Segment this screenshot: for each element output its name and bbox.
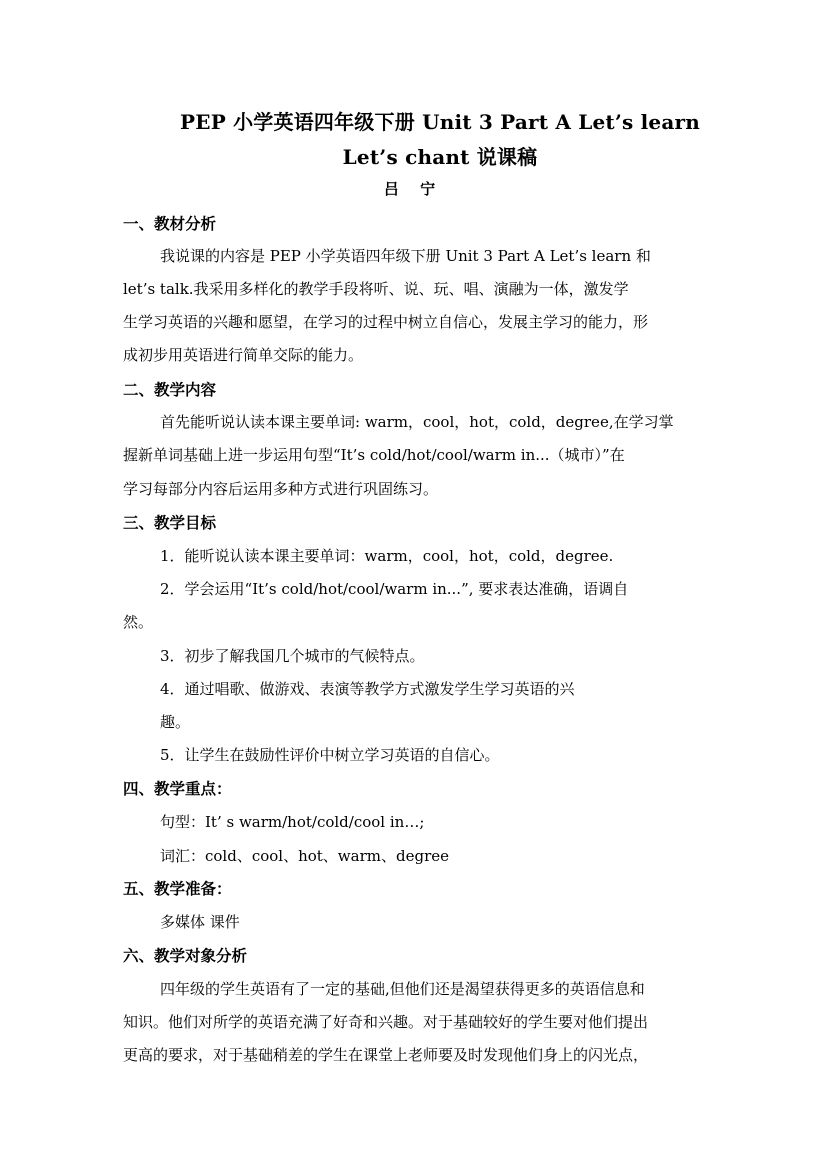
section-heading: 二、教学内容: [123, 381, 217, 399]
list-item-continuation: 趣。: [160, 713, 191, 731]
paragraph-line: 生学习英语的兴趣和愿望，在学习的过程中树立自信心，发展主学习的能力，形: [123, 313, 649, 331]
section-heading: 一、教材分析: [123, 215, 217, 233]
paragraph-line: 更高的要求，对于基础稍差的学生在课堂上老师要及时发现他们身上的闪光点，: [123, 1046, 649, 1064]
paragraph-line: 多媒体 课件: [160, 913, 240, 931]
document-title-line-1: PEP 小学英语四年级下册 Unit 3 Part A Let’s learn: [180, 110, 700, 134]
list-item-continuation: 然。: [123, 613, 154, 631]
paragraph-line: 我说课的内容是 PEP 小学英语四年级下册 Unit 3 Part A Let’s learn 和: [160, 247, 651, 265]
section-heading: 六、教学对象分析: [123, 947, 248, 965]
list-item: 2．学会运用“It’s cold/hot/cool/warm in...”, 要求表达准确，语调自: [160, 580, 629, 598]
paragraph-line: 知识。他们对所学的英语充满了好奇和兴趣。对于基础较好的学生要对他们提出: [123, 1013, 649, 1031]
paragraph-line: 首先能听说认读本课主要单词: warm，cool，hot，cold，degree,在学习掌: [160, 413, 674, 431]
paragraph-line: 握新单词基础上进一步运用句型“It’s cold/hot/cool/warm in...（城市）”在: [123, 446, 625, 464]
author-name: 吕 宁: [383, 180, 444, 198]
paragraph-line: 句型：It’ s warm/hot/cold/cool in…;: [160, 813, 425, 831]
paragraph-line: 成初步用英语进行简单交际的能力。: [123, 346, 364, 364]
list-item: 1．能听说认读本课主要单词：warm，cool，hot，cold，degree.: [160, 547, 614, 565]
paragraph-line: 词汇：cold、cool、hot、warm、degree: [160, 847, 449, 865]
document-title-line-2: Let’s chant 说课稿: [342, 145, 538, 169]
paragraph-line: let’s talk.我采用多样化的教学手段将听、说、玩、唱、演融为一体，激发学: [123, 280, 629, 298]
paragraph-line: 四年级的学生英语有了一定的基础,但他们还是渴望获得更多的英语信息和: [160, 980, 645, 998]
list-item: 4．通过唱歌、做游戏、表演等教学方式激发学生学习英语的兴: [160, 680, 575, 698]
paragraph-line: 学习每部分内容后运用多种方式进行巩固练习。: [123, 480, 439, 498]
list-item: 5．让学生在鼓励性评价中树立学习英语的自信心。: [160, 746, 500, 764]
section-heading: 五、教学准备：: [123, 880, 232, 898]
list-item: 3．初步了解我国几个城市的气候特点。: [160, 647, 425, 665]
section-heading: 三、教学目标: [123, 514, 217, 532]
section-heading: 四、教学重点：: [123, 780, 232, 798]
